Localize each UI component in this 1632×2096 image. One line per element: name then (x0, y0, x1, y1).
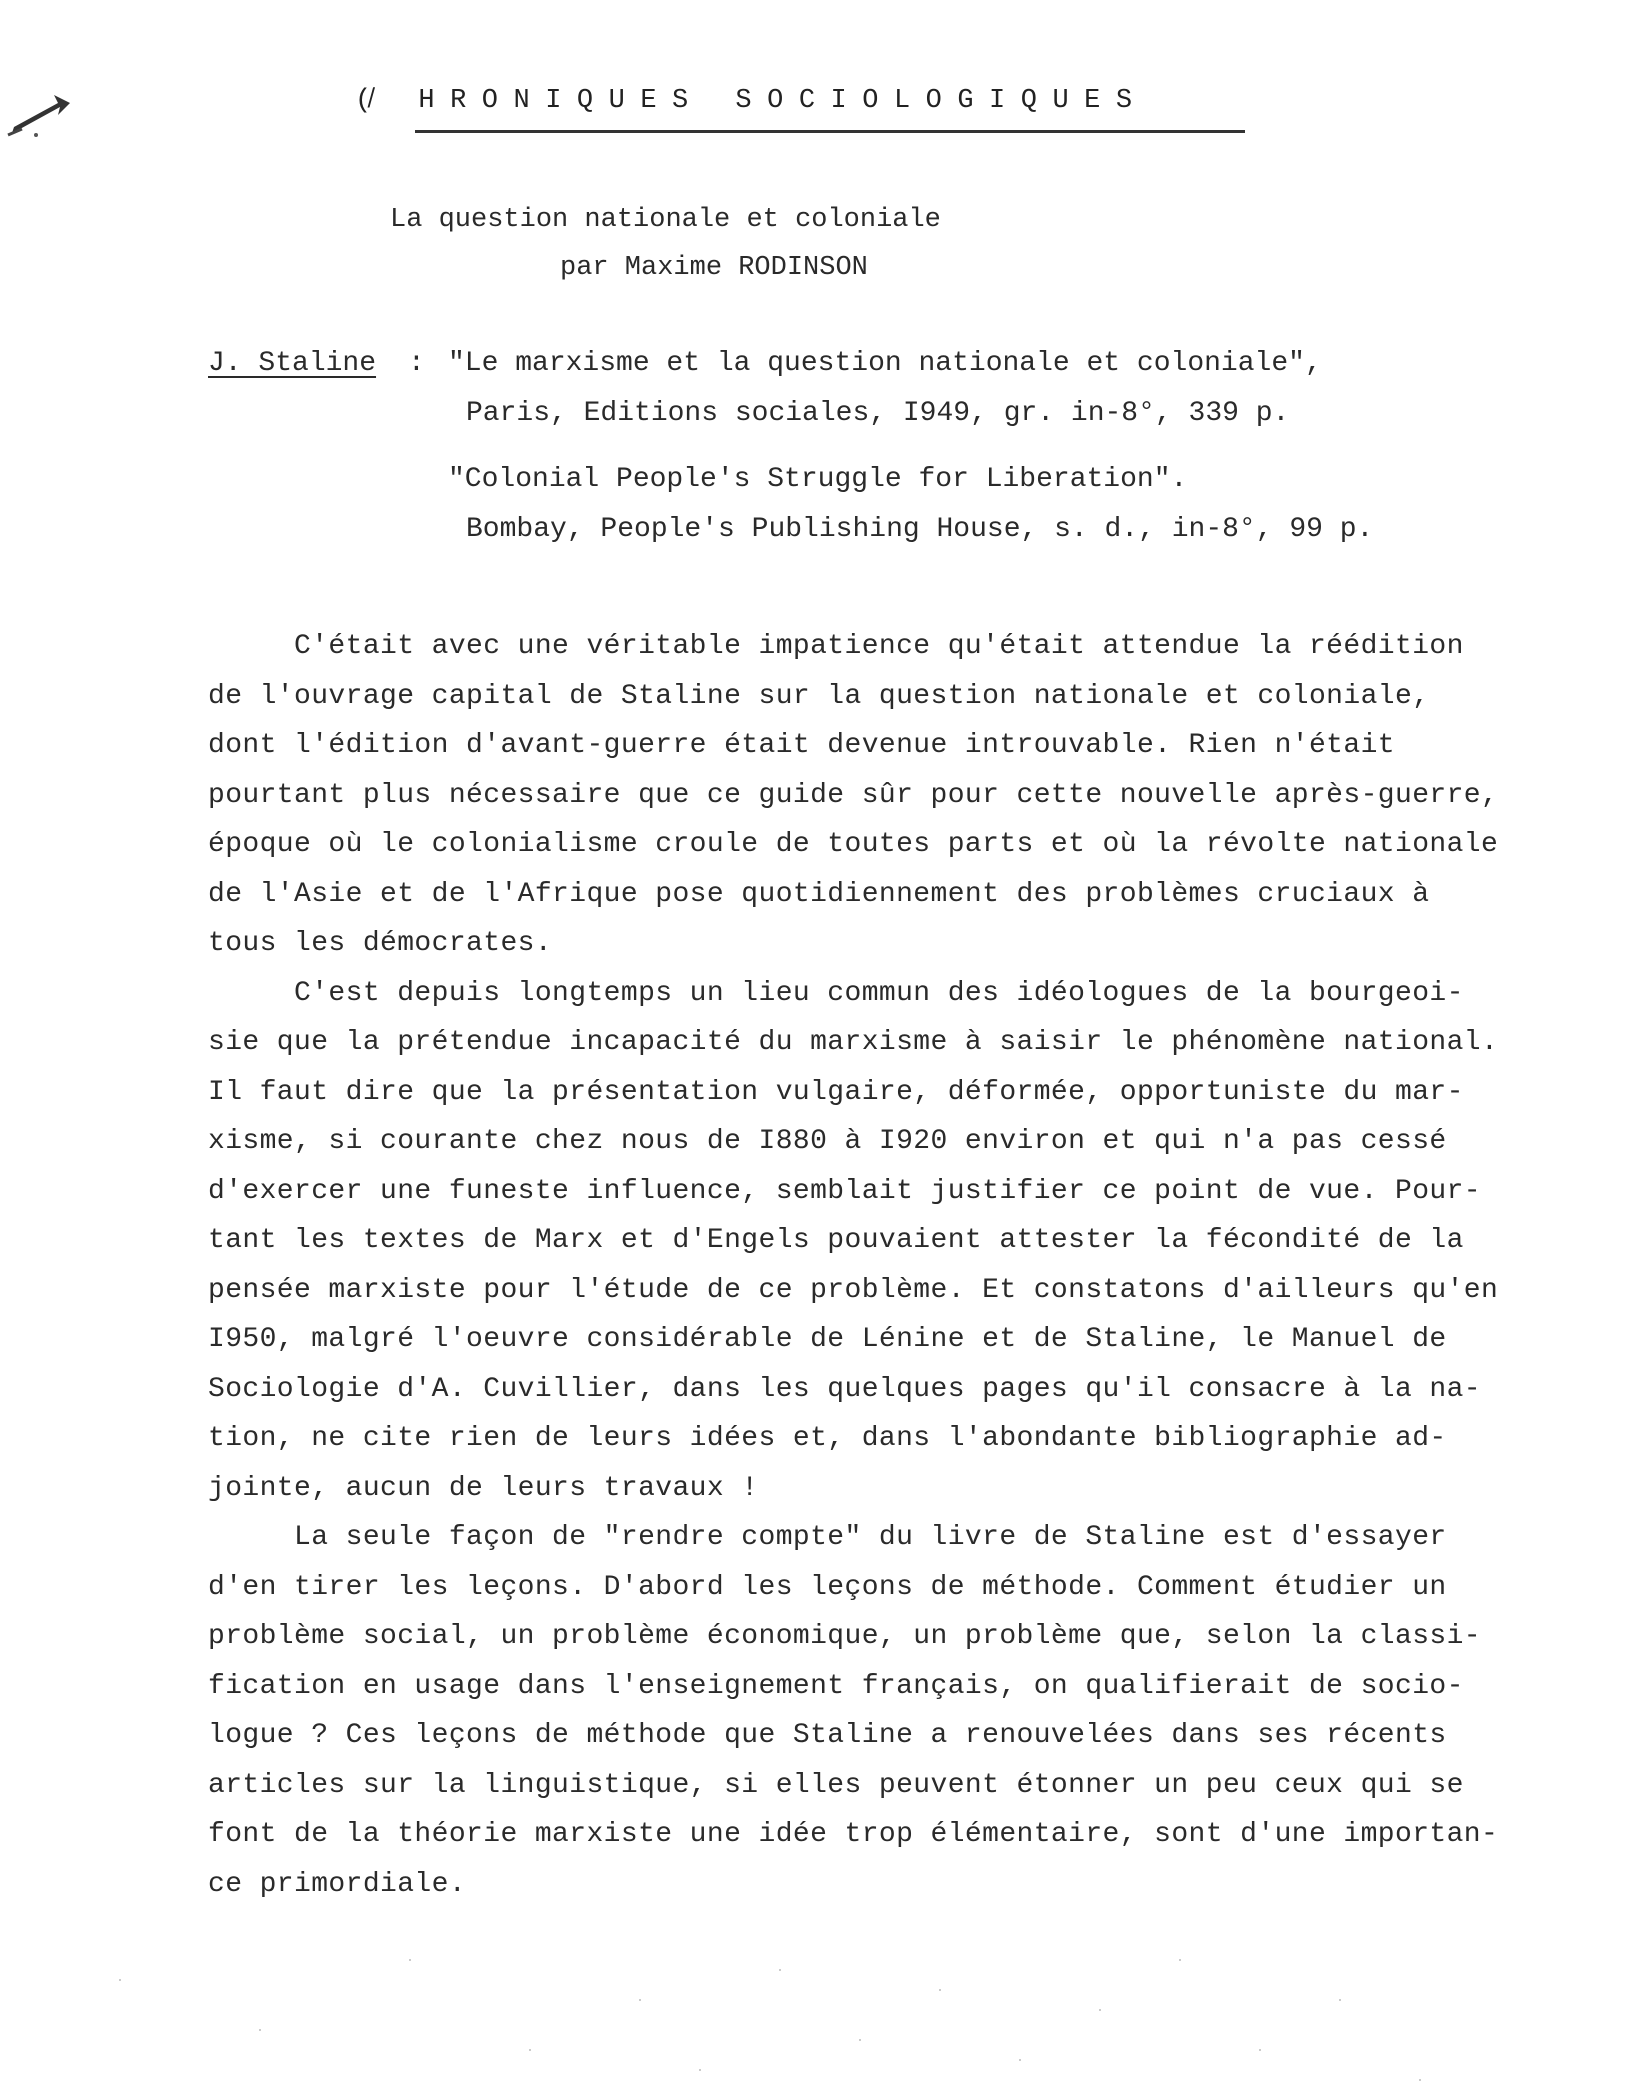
reference-author: J. Staline (208, 348, 377, 379)
body-line: fication en usage dans l'enseignement français, on qualifierait de socio- (208, 1670, 1464, 1702)
body-line: jointe, aucun de leurs travaux ! (208, 1472, 759, 1504)
reference-separator: : (408, 348, 425, 379)
body-line: xisme, si courante chez nous de I880 à I920 environ et qui n'a pas cessé (208, 1126, 1447, 1157)
reference-work-publisher-1: Paris, Editions sociales, I949, gr. in-8°, 339 p. (466, 398, 1290, 429)
reference-work-title-1: "Le marxisme et la question nationale et coloniale", (448, 348, 1322, 379)
body-line: logue ? Ces leçons de méthode que Staline a renouvelées dans ses récents (208, 1720, 1447, 1751)
body-line: tion, ne cite rien de leurs idées et, dans l'abondante bibliographie ad- (208, 1423, 1447, 1454)
body-line: d'en tirer les leçons. D'abord les leçons de méthode. Comment étudier un (208, 1571, 1447, 1603)
body-line: C'était avec une véritable impatience qu'était attendue la réédition (208, 631, 1464, 662)
body-line: articles sur la linguistique, si elles peuvent étonner un peu ceux qui se (208, 1769, 1464, 1801)
reference-work-publisher-2: Bombay, People's Publishing House, s. d., in-8°, 99 p. (466, 514, 1374, 545)
body-line: Sociologie d'A. Cuvillier, dans les quelques pages qu'il consacre à la na- (208, 1373, 1482, 1405)
body-line: tant les textes de Marx et d'Engels pouvaient attester la fécondité de la (208, 1225, 1464, 1256)
body-line: problème social, un problème économique, un problème que, selon la classi- (208, 1621, 1482, 1652)
scan-noise (0, 1940, 1632, 2090)
body-line: Il faut dire que la présentation vulgaire, déformée, opportuniste du mar- (208, 1076, 1464, 1108)
body-line: pourtant plus nécessaire que ce guide sûr pour cette nouvelle après-guerre, (208, 779, 1499, 811)
article-title: La question nationale et coloniale (390, 205, 941, 235)
body-line: sie que la prétendue incapacité du marxisme à saisir le phénomène national. (208, 1027, 1499, 1058)
reference-work-title-2: "Colonial People's Struggle for Liberation". (448, 464, 1188, 495)
body-line: I950, malgré l'oeuvre considérable de Lénine et de Staline, le Manuel de (208, 1324, 1447, 1355)
body-line: pensée marxiste pour l'étude de ce problème. Et constatons d'ailleurs qu'en (208, 1274, 1499, 1306)
body-line: de l'ouvrage capital de Staline sur la question nationale et coloniale, (208, 680, 1430, 712)
body-line: font de la théorie marxiste une idée trop élémentaire, sont d'une importan- (208, 1819, 1499, 1850)
header-underline (415, 130, 1245, 133)
body-line: dont l'édition d'avant-guerre était devenue introuvable. Rien n'était (208, 730, 1395, 761)
body-line: d'exercer une funeste influence, semblait justifier ce point de vue. Pour- (208, 1175, 1482, 1207)
chronicle-header (355, 80, 1255, 122)
article-author: par Maxime RODINSON (560, 253, 868, 283)
body-line: C'est depuis longtemps un lieu commun des idéologues de la bourgeoi- (208, 977, 1464, 1009)
body-line: ce primordiale. (208, 1868, 467, 1900)
chronicle-header-title: (̸ HRONIQUES SOCIOLOGIQUES (355, 86, 1148, 116)
margin-arrow-mark (2, 85, 82, 145)
body-line: tous les démocrates. (208, 928, 553, 959)
article-body (208, 622, 1608, 1909)
body-line: La seule façon de "rendre compte" du livre de Staline est d'essayer (208, 1522, 1447, 1553)
body-line: de l'Asie et de l'Afrique pose quotidiennement des problèmes cruciaux à (208, 878, 1430, 910)
body-line: époque où le colonialisme croule de toutes parts et où la révolte nationale (208, 829, 1499, 860)
